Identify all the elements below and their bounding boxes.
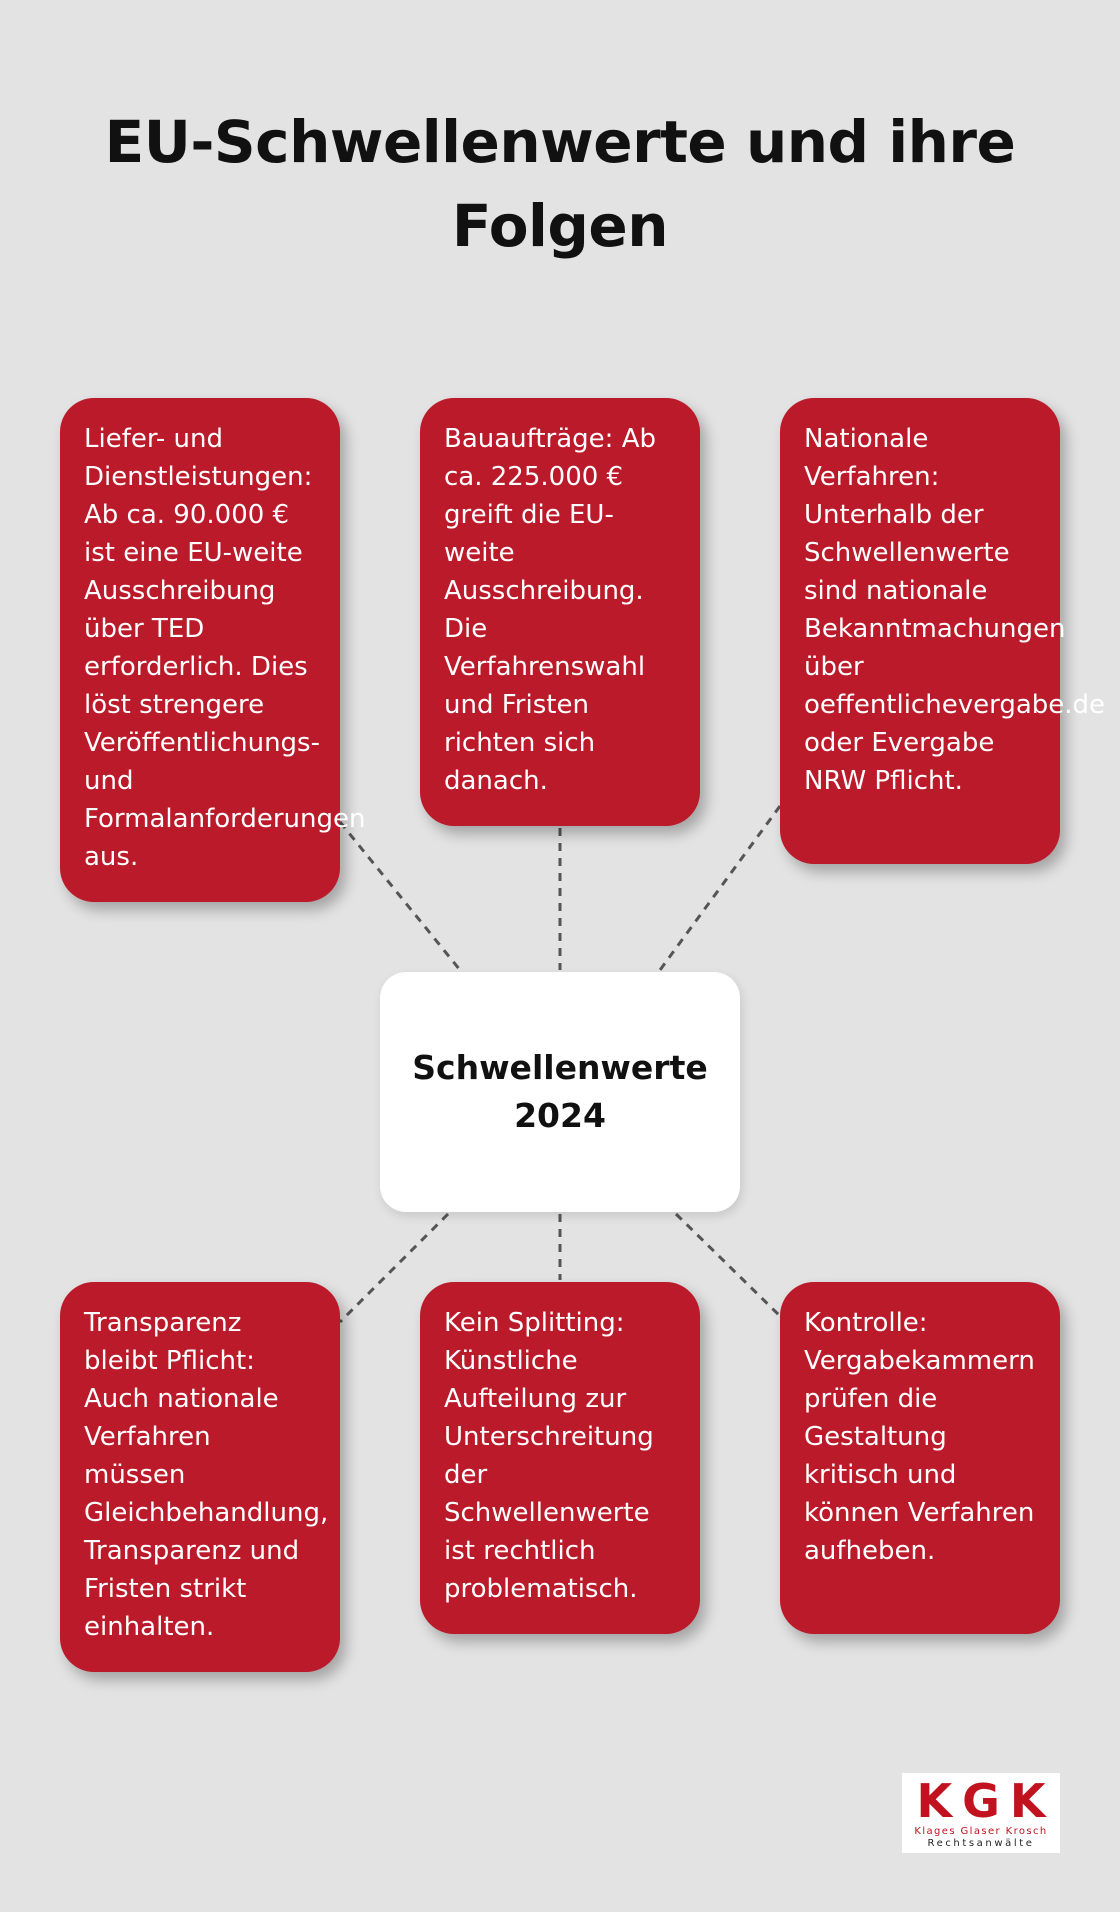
info-card-bauauftraege <box>420 398 700 826</box>
connector-line <box>660 806 780 970</box>
card-text: Kontrolle: Vergabekammern prüfen die Gestaltung kritisch und können Verfahren aufheben. <box>804 1308 1035 1566</box>
central-node <box>380 972 740 1212</box>
logo-subtitle: Rechtsanwälte <box>927 1838 1035 1849</box>
logo-firm-name: Klages Glaser Krosch <box>914 1826 1048 1837</box>
page-title: EU-Schwellenwerte und ihre Folgen <box>104 108 1016 260</box>
info-card-kontrolle <box>780 1282 1060 1634</box>
connector-line <box>340 822 460 970</box>
info-card-transparenz <box>60 1282 340 1672</box>
kgk-logo <box>902 1773 1060 1853</box>
central-node-label: Schwellenwerte <box>412 1048 708 1087</box>
card-text: Nationale Verfahren: Unterhalb der Schwellenwerte sind nationale Bekanntmachungen über oeffentlichevergabe.de oder Evergabe NRW Pflicht. <box>804 424 1106 796</box>
card-text: Liefer- und Dienstleistungen: Ab ca. 90.000 € ist eine EU-weite Ausschreibung über TED erforderlich. Dies löst strengere Veröffentlichungs- und Formalanforderungen aus. <box>84 424 366 872</box>
card-text: Bauaufträge: Ab ca. 225.000 € greift die EU-weite Ausschreibung. Die Verfahrenswahl und Fristen richten sich danach. <box>444 424 656 796</box>
info-card-kein-splitting <box>420 1282 700 1634</box>
info-card-nationale-verfahren <box>780 398 1106 864</box>
info-card-liefer-dienstleistungen <box>60 398 366 902</box>
card-text: Kein Splitting: Künstliche Aufteilung zur Unterschreitung der Schwellenwerte ist rechtlich problematisch. <box>444 1308 654 1604</box>
central-node-year: 2024 <box>514 1096 606 1135</box>
card-text: Transparenz bleibt Pflicht: Auch nationale Verfahren müssen Gleichbehandlung, Transparenz und Fristen strikt einhalten. <box>84 1308 329 1642</box>
logo-letters: KGK <box>916 1774 1056 1828</box>
